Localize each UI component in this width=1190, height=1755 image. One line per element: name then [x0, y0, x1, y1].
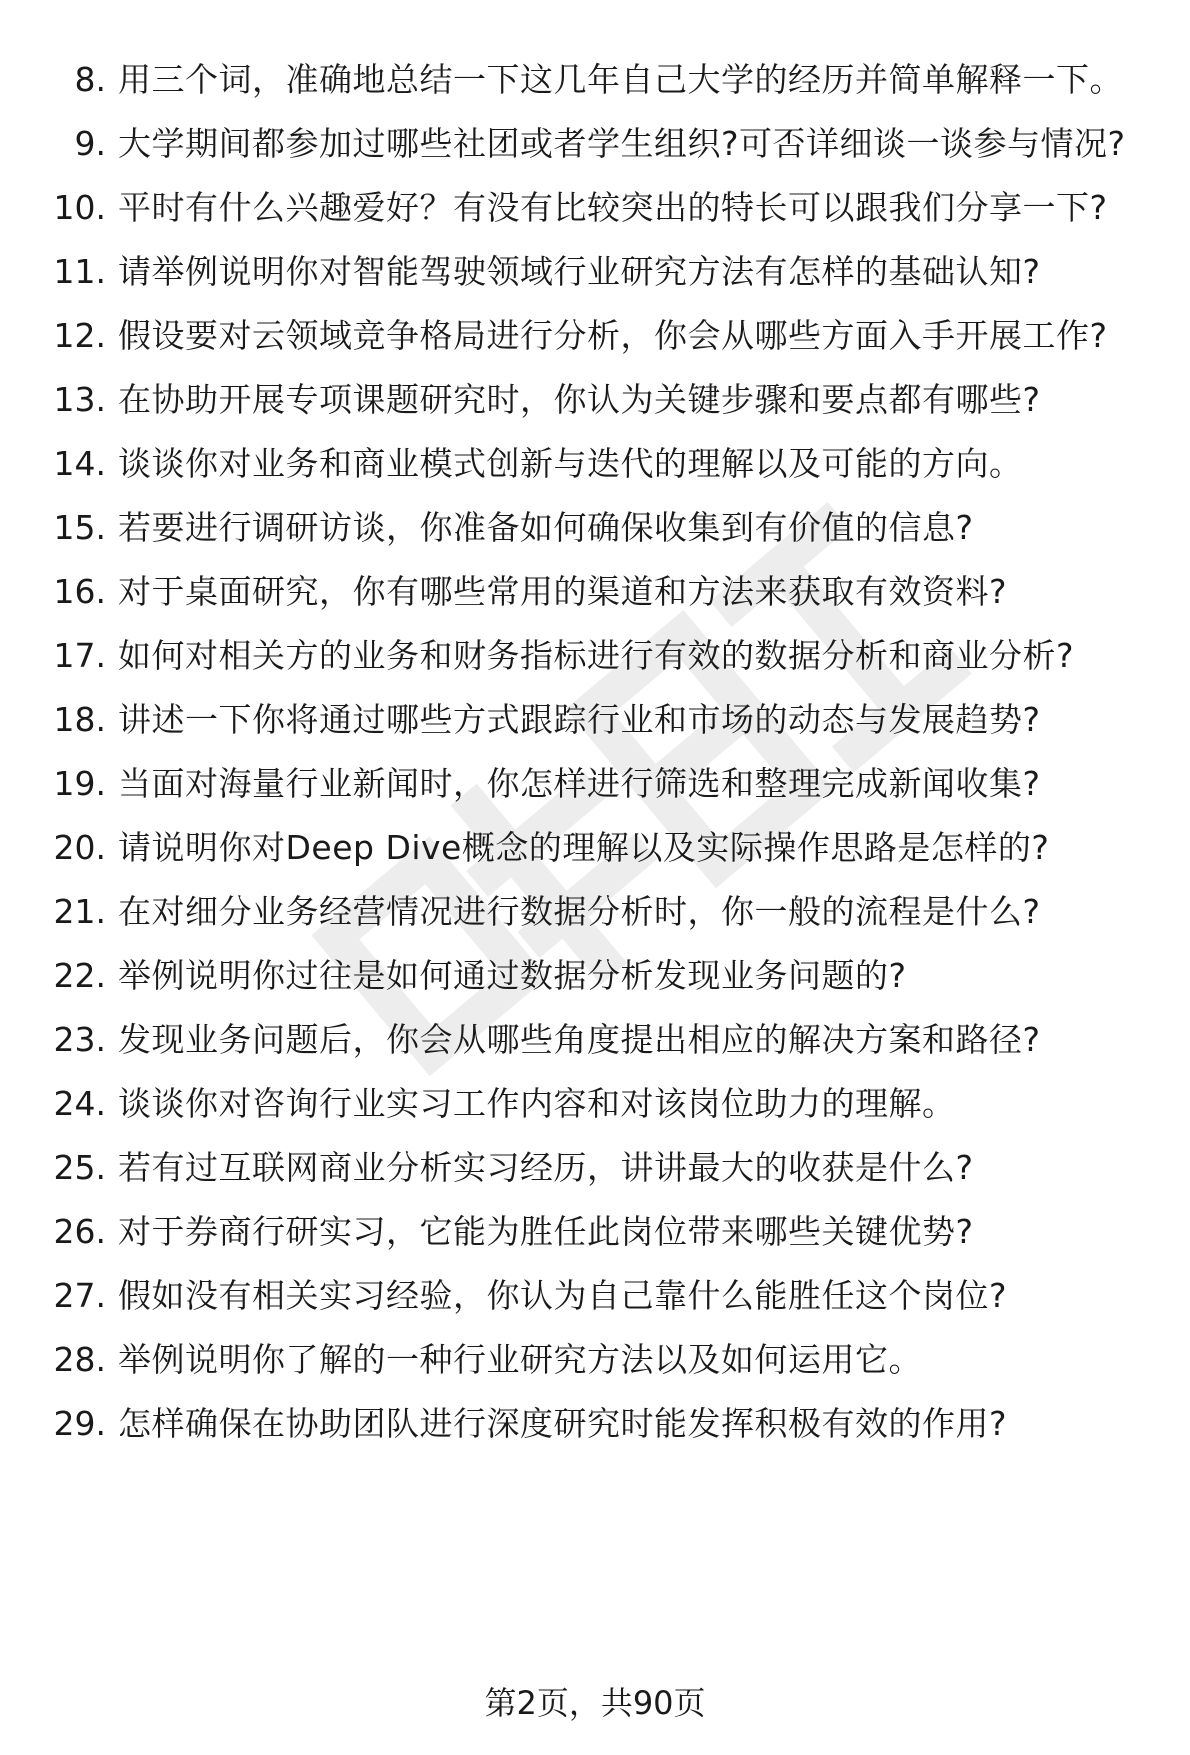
question-item	[40, 58, 1170, 101]
question-number: 13.	[53, 380, 106, 419]
question-item	[40, 826, 1170, 869]
question-number: 16.	[53, 572, 106, 611]
question-item	[40, 506, 1170, 549]
question-item	[40, 186, 1170, 229]
question-text: 举例说明你过往是如何通过数据分析发现业务问题的?	[118, 956, 907, 995]
question-text: 当面对海量行业新闻时，你怎样进行筛选和整理完成新闻收集?	[118, 764, 1041, 803]
question-item	[40, 1402, 1170, 1445]
page-number-footer: 第2页，共90页	[484, 1684, 706, 1722]
question-number: 26.	[53, 1212, 106, 1251]
question-text: 请说明你对Deep Dive概念的理解以及实际操作思路是怎样的?	[118, 828, 1050, 867]
question-number: 10.	[53, 188, 106, 227]
question-item	[40, 570, 1170, 613]
question-item	[40, 250, 1170, 293]
question-item	[40, 1082, 1170, 1125]
question-item	[40, 122, 1170, 165]
question-number: 17.	[53, 636, 106, 675]
question-text: 若要进行调研访谈，你准备如何确保收集到有价值的信息?	[118, 508, 974, 547]
question-text: 用三个词，准确地总结一下这几年自己大学的经历并简单解释一下。	[118, 60, 1123, 99]
question-number: 12.	[53, 316, 106, 355]
question-text: 假如没有相关实习经验，你认为自己靠什么能胜任这个岗位?	[118, 1276, 1008, 1315]
question-item	[40, 762, 1170, 805]
question-text: 发现业务问题后，你会从哪些角度提出相应的解决方案和路径?	[118, 1020, 1041, 1059]
question-number: 19.	[53, 764, 106, 803]
question-text: 假设要对云领域竞争格局进行分析，你会从哪些方面入手开展工作?	[118, 316, 1108, 355]
question-item	[40, 442, 1170, 485]
question-item	[40, 1146, 1170, 1189]
question-item	[40, 698, 1170, 741]
question-text: 平时有什么兴趣爱好？有没有比较突出的特长可以跟我们分享一下?	[118, 188, 1108, 227]
question-text: 若有过互联网商业分析实习经历，讲讲最大的收获是什么?	[118, 1148, 974, 1187]
question-number: 9.	[74, 124, 106, 163]
question-item	[40, 1274, 1170, 1317]
question-number: 20.	[53, 828, 106, 867]
question-number: 24.	[53, 1084, 106, 1123]
question-number: 28.	[53, 1340, 106, 1379]
question-text: 谈谈你对咨询行业实习工作内容和对该岗位助力的理解。	[118, 1084, 956, 1123]
question-item	[40, 314, 1170, 357]
question-number: 8.	[74, 60, 106, 99]
question-number: 18.	[53, 700, 106, 739]
question-text: 在协助开展专项课题研究时，你认为关键步骤和要点都有哪些?	[118, 380, 1041, 419]
question-item	[40, 634, 1170, 677]
question-number: 22.	[53, 956, 106, 995]
question-item	[40, 1018, 1170, 1061]
question-item	[40, 954, 1170, 997]
question-number: 11.	[53, 252, 106, 291]
question-text: 举例说明你了解的一种行业研究方法以及如何运用它。	[118, 1340, 922, 1379]
question-item	[40, 378, 1170, 421]
question-text: 大学期间都参加过哪些社团或者学生组织?可否详细谈一谈参与情况?	[118, 124, 1126, 163]
question-number: 14.	[53, 444, 106, 483]
question-text: 请举例说明你对智能驾驶领域行业研究方法有怎样的基础认知?	[118, 252, 1041, 291]
question-text: 对于桌面研究，你有哪些常用的渠道和方法来获取有效资料?	[118, 572, 1008, 611]
question-text: 谈谈你对业务和商业模式创新与迭代的理解以及可能的方向。	[118, 444, 1023, 483]
question-text: 如何对相关方的业务和财务指标进行有效的数据分析和商业分析?	[118, 636, 1075, 675]
question-number: 15.	[53, 508, 106, 547]
question-item	[40, 1210, 1170, 1253]
question-number: 27.	[53, 1276, 106, 1315]
question-number: 21.	[53, 892, 106, 931]
question-text: 在对细分业务经营情况进行数据分析时，你一般的流程是什么?	[118, 892, 1041, 931]
question-number: 29.	[53, 1404, 106, 1443]
question-number: 25.	[53, 1148, 106, 1187]
question-item	[40, 1338, 1170, 1381]
question-number: 23.	[53, 1020, 106, 1059]
question-text: 怎样确保在协助团队进行深度研究时能发挥积极有效的作用?	[118, 1404, 1008, 1443]
question-text: 对于券商行研实习，它能为胜任此岗位带来哪些关键优势?	[118, 1212, 974, 1251]
question-list	[40, 58, 1170, 1466]
question-text: 讲述一下你将通过哪些方式跟踪行业和市场的动态与发展趋势?	[118, 700, 1041, 739]
question-item	[40, 890, 1170, 933]
